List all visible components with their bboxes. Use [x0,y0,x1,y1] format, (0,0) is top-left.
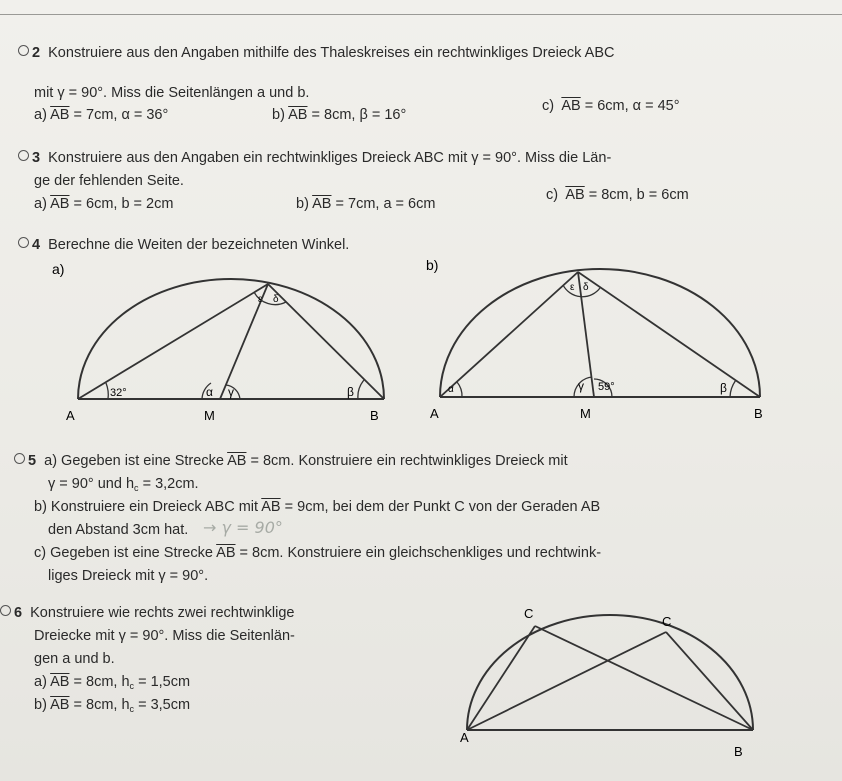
angle-value: 32° [110,387,127,399]
label-alpha: α [206,385,213,399]
semicircle-arc [467,615,753,730]
task6-line1: 6 Konstruiere wie rechts zwei rechtwinklige [0,604,294,622]
point-m: M [580,406,591,421]
fig-label: b) [426,257,439,273]
task5-line-c1: c) Gegeben ist eine Strecke $\overline{AB} = 8cm$. Konstruiere ein gleichschenkliges und rechtwink- [34,545,602,561]
side-ac2 [467,632,666,730]
task2-item-c: c) $\overline{AB} = 6cm$, α = 45° [542,98,680,114]
task5-line-a1: 5 a) Gegeben ist eine Strecke $\overline{AB} = 8cm$. Konstruiere ein rechtwinkliges Dreieck mit [14,452,568,470]
task2-line2: mit γ = 90°. Miss die Seitenlängen a und b. [34,85,310,101]
task5-line-a2: γ = 90° und $h_c = 3,2cm$. [48,476,199,493]
task-bullet-icon [18,150,29,161]
point-a: A [66,408,75,423]
task3-item-a: a) $\overline{AB} = 6cm$, b = 2cm [34,196,174,212]
point-c1: C [524,606,534,621]
label-beta: β [720,381,727,395]
task2-item-a: a) $\overline{AB} = 7cm$, α = 36° [34,107,169,123]
side-ac [78,284,268,399]
figure-4a [30,252,410,428]
angle-arc-a [106,383,108,399]
side-cb [268,284,384,399]
task6-line2: Dreiecke mit γ = 90°. Miss die Seitenlän- [34,628,295,644]
point-a: A [430,406,439,421]
semicircle-arc [78,279,384,399]
angle-arc-beta [358,380,364,399]
label-delta: δ [583,282,589,293]
task-bullet-icon [0,605,11,616]
label-gamma: γ [228,385,234,399]
task6-line3: gen a und b. [34,651,115,667]
task3-item-c: c) $\overline{AB} = 8cm$, b = 6cm [546,187,689,203]
angle-arc-beta [730,380,736,397]
task3-line1: 3 Konstruiere aus den Angaben ein rechtwinkliges Dreieck ABC mit γ = 90°. Miss die Län- [18,149,611,167]
label-epsilon: ε [570,282,575,293]
point-b: B [370,408,379,423]
figure-4b [422,252,782,428]
task6-item-a: a) $\overline{AB} = 8cm$, $h_c = 1,5cm$ [34,674,191,691]
side-cb [578,272,760,397]
figure-6 [440,596,780,766]
task5-line-b2: den Abstand 3cm hat. [48,522,189,538]
task3-line2: ge der fehlenden Seite. [34,173,184,189]
task2-item-b: b) $\overline{AB} = 8cm$, β = 16° [272,107,407,123]
angle-arc-a [457,382,462,397]
task-bullet-icon [14,453,25,464]
side-ac1 [467,626,535,730]
task-bullet-icon [18,45,29,56]
task-bullet-icon [18,237,29,248]
point-c2: C [662,614,672,629]
label-epsilon: ε [258,294,263,305]
point-m: M [204,408,215,423]
handwritten-note: → γ = 90° [203,518,283,537]
point-b: B [754,406,763,421]
point-b: B [734,744,743,759]
angle-value: 59° [598,381,615,393]
side-c1b [535,626,753,730]
label-gamma: γ [578,379,584,393]
point-a: A [460,730,469,745]
task5-line-c2: liges Dreieck mit γ = 90°. [48,568,209,584]
top-rule [0,14,842,15]
task4-line1: 4 Berechne die Weiten der bezeichneten Winkel. [18,236,349,254]
label-beta: β [347,385,354,399]
task3-item-b: b) $\overline{AB} = 7cm$, a = 6cm [296,196,436,212]
task6-item-b: b) $\overline{AB} = 8cm$, $h_c = 3,5cm$ [34,697,191,714]
label-alpha: α [448,384,454,395]
fig-label: a) [52,261,65,277]
task2-line1: 2 Konstruiere aus den Angaben mithilfe des Thaleskreises ein rechtwinkliges Dreieck ABC [18,44,614,62]
label-delta: δ [273,294,279,305]
task5-line-b1: b) Konstruiere ein Dreieck ABC mit $\overline{AB} = 9cm$, bei dem der Punkt C von der Geraden AB [34,499,601,515]
